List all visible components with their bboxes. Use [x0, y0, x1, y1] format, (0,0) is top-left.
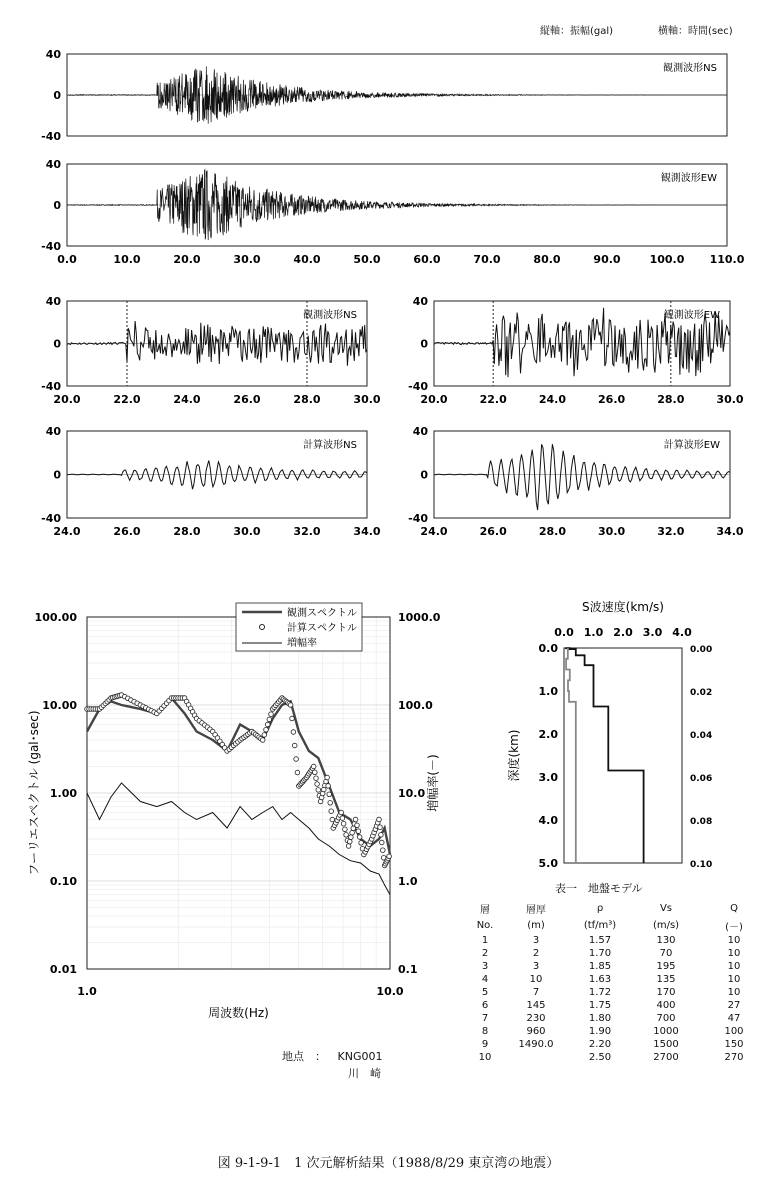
x-tick-label: 1.0	[583, 626, 604, 639]
x-tick-label: 26.0	[113, 525, 141, 538]
table-cell: 135	[656, 974, 676, 985]
y2-tick-label: 10.0	[398, 787, 426, 800]
x-tick-label: 90.0	[593, 253, 621, 266]
calculated-spectrum-point	[344, 833, 349, 838]
x-tick-label: 70.0	[473, 253, 501, 266]
table-cell: 3	[481, 961, 489, 972]
waveform-line	[434, 444, 730, 510]
legend-label: 計算スペクトル	[287, 623, 357, 634]
x-tick-label: 2.0	[613, 626, 633, 639]
table-cell: 7	[532, 987, 540, 998]
x-tick-label: 20.0	[173, 253, 201, 266]
table-cell: 3	[532, 961, 540, 972]
table-row	[465, 1051, 769, 1064]
x-tick-label: 34.0	[353, 525, 381, 538]
table-header-row	[465, 900, 769, 917]
table-cell: 5	[481, 987, 489, 998]
x-tick-label: 22.0	[479, 393, 507, 406]
x-tick-label: 100.0	[649, 253, 685, 266]
x-tick-label: 24.0	[53, 525, 81, 538]
calculated-spectrum-point	[359, 841, 364, 846]
x-tick-label: 24.0	[420, 525, 448, 538]
calculated-spectrum-point	[316, 788, 321, 793]
x-tick-label: 26.0	[479, 525, 507, 538]
calculated-spectrum-point	[290, 716, 295, 721]
x-tick-label: 28.0	[293, 393, 321, 406]
x-tick-label: 32.0	[657, 525, 685, 538]
calculated-spectrum-point	[327, 792, 332, 797]
y2-tick-label: 0.02	[690, 688, 713, 698]
calculated-spectrum-point	[349, 835, 354, 840]
panel-title: 観測波形NS	[303, 310, 357, 321]
table-cell: 27	[727, 1000, 741, 1011]
x-tick-label: 26.0	[233, 393, 261, 406]
y-tick-label: 3.0	[538, 771, 558, 784]
table-cell: 70	[659, 948, 673, 959]
calculated-spectrum-point	[339, 810, 344, 815]
y-tick-label: 40	[412, 425, 428, 438]
calculated-spectrum-point	[356, 829, 361, 834]
x-tick-label: 26.0	[598, 393, 626, 406]
y-tick-label: 0.10	[49, 875, 77, 888]
table-header: No.	[476, 920, 494, 931]
table-cell: 6	[481, 1000, 489, 1011]
x-tick-label: 32.0	[293, 525, 321, 538]
x-tick-label: 28.0	[657, 393, 685, 406]
y-axis-label: 深度(km)	[507, 729, 521, 782]
y2-tick-label: 0.00	[690, 645, 713, 655]
calculated-spectrum-point	[350, 830, 355, 835]
calculated-spectrum-point	[315, 782, 320, 787]
table-row	[465, 1025, 769, 1038]
panel-title: 観測波形EW	[663, 310, 720, 321]
x-tick-label: 28.0	[538, 525, 566, 538]
calculated-spectrum-point	[348, 839, 353, 844]
x-tick-label: 60.0	[413, 253, 441, 266]
calculated-spectrum-point	[292, 743, 297, 748]
table-cell: 10	[727, 948, 741, 959]
table-cell: 1000	[653, 1026, 679, 1037]
table-cell: 7	[481, 1013, 489, 1024]
table-cell: 10	[727, 974, 741, 985]
table-cell: 1500	[653, 1039, 679, 1050]
table-cell: 10	[727, 961, 741, 972]
y-tick-label: 0	[420, 468, 428, 482]
table-cell: 1490.0	[518, 1039, 554, 1050]
y-tick-label: 0	[53, 89, 61, 102]
table-cell: 1.90	[588, 1026, 612, 1037]
x-tick-label: 22.0	[113, 393, 141, 406]
y-tick-label: -40	[408, 380, 428, 393]
calculated-spectrum-point	[381, 848, 386, 853]
chart-title: S波速度(km/s)	[582, 600, 664, 614]
x-tick-label: 34.0	[716, 525, 744, 538]
y-tick-label: 40	[45, 48, 61, 61]
velocity-profile-line	[566, 648, 644, 863]
x-tick-label: 1.0	[77, 985, 97, 998]
table-cell: 1.72	[588, 987, 612, 998]
x-tick-label: 40.0	[293, 253, 321, 266]
table-row	[465, 999, 769, 1012]
legend-swatch-calculated	[260, 625, 265, 630]
table-cell: 9	[481, 1039, 489, 1050]
table-row	[465, 960, 769, 973]
calculated-spectrum-point	[288, 703, 293, 708]
soil-model-table-title: 表一 地盤モデル	[555, 882, 643, 895]
table-header: (－)	[725, 922, 743, 933]
calculated-spectrum-point	[378, 825, 383, 830]
vertical-axis-note: 縦軸：振幅(gal)	[540, 26, 614, 37]
y-tick-label: -40	[41, 380, 61, 393]
y-tick-label: 40	[45, 158, 61, 171]
horizontal-axis-note: 横軸：時間(sec)	[658, 26, 733, 37]
calculated-spectrum-point	[377, 817, 382, 822]
legend-label: 観測スペクトル	[287, 608, 357, 619]
calculated-spectrum-point	[343, 827, 348, 832]
table-cell: 10	[529, 974, 543, 985]
y-tick-label: 1.00	[49, 787, 77, 800]
table-header: Q	[730, 903, 738, 914]
x-axis-label: 周波数(Hz)	[208, 1006, 269, 1020]
calculated-spectrum-point	[325, 775, 330, 780]
table-cell	[505, 1051, 567, 1064]
y-tick-label: 2.0	[538, 728, 558, 741]
table-cell: 2700	[653, 1052, 679, 1063]
y-tick-label: 4.0	[538, 814, 558, 827]
table-cell: 195	[656, 961, 676, 972]
table-cell: 10	[478, 1052, 492, 1063]
table-cell: 10	[727, 935, 741, 946]
soil-model-table	[465, 900, 769, 1064]
y-tick-label: -40	[41, 130, 61, 143]
table-header: (tf/m³)	[583, 920, 617, 931]
y-tick-label: 40	[45, 425, 61, 438]
table-row	[465, 1038, 769, 1051]
y-tick-label: 0	[53, 337, 61, 351]
x-tick-label: 80.0	[533, 253, 561, 266]
x-tick-label: 24.0	[538, 393, 566, 406]
y2-tick-label: 0.1	[398, 963, 418, 976]
calculated-spectrum-point	[262, 733, 267, 738]
panel-title: 計算波形NS	[303, 440, 357, 451]
table-cell: 2.20	[588, 1039, 612, 1050]
y2-axis-label: 増幅率(－)	[426, 754, 440, 812]
calculated-spectrum-point	[295, 770, 300, 775]
calculated-spectrum-point	[269, 712, 274, 717]
calculated-spectrum-point	[353, 817, 358, 822]
table-cell: 2	[532, 948, 540, 959]
x-tick-label: 0.0	[554, 626, 574, 639]
table-cell: 2.50	[588, 1052, 612, 1063]
x-tick-label: 30.0	[598, 525, 626, 538]
table-cell: 960	[526, 1026, 546, 1037]
calculated-spectrum-point	[328, 801, 333, 806]
plot-frame	[564, 648, 682, 863]
amplification-line	[87, 783, 390, 895]
table-row	[465, 973, 769, 986]
y-tick-label: 1.0	[538, 685, 558, 698]
calculated-spectrum-point	[357, 835, 362, 840]
x-tick-label: 30.0	[233, 253, 261, 266]
y2-tick-label: 1000.0	[398, 611, 441, 624]
table-cell: 1.57	[588, 935, 612, 946]
y-tick-label: 0.01	[49, 963, 77, 976]
table-cell: 47	[727, 1013, 741, 1024]
y-tick-label: -40	[408, 512, 428, 525]
panel-title: 計算波形EW	[663, 440, 720, 451]
table-cell: 1.80	[588, 1013, 612, 1024]
table-row	[465, 986, 769, 999]
x-tick-label: 24.0	[173, 393, 201, 406]
table-cell: 1.75	[588, 1000, 612, 1011]
y-tick-label: 0	[420, 337, 428, 351]
table-cell: 1.85	[588, 961, 612, 972]
y-tick-label: 40	[412, 295, 428, 308]
table-cell: 1.63	[588, 974, 612, 985]
table-cell: 10	[727, 987, 741, 998]
table-cell: 1.70	[588, 948, 612, 959]
table-cell: 100	[724, 1026, 744, 1037]
calculated-spectrum-point	[379, 833, 384, 838]
figure-caption: 図 9-1-9-1 1 次元解析結果（1988/8/29 東京湾の地震）	[217, 1156, 560, 1171]
calculated-spectrum-point	[264, 727, 269, 732]
x-tick-label: 3.0	[642, 626, 663, 639]
calculated-spectrum-point	[340, 816, 345, 821]
site-info	[282, 1048, 382, 1082]
x-tick-label: 110.0	[709, 253, 745, 266]
table-cell: 145	[526, 1000, 546, 1011]
calculated-spectrum-point	[380, 840, 385, 845]
table-header: 層厚	[526, 905, 546, 916]
table-cell: 8	[481, 1026, 489, 1037]
panel-title: 観測波形EW	[660, 173, 717, 184]
calculated-spectrum-point	[311, 764, 316, 769]
table-cell: 230	[526, 1013, 546, 1024]
table-cell: 2	[481, 948, 489, 959]
calculated-spectrum-point	[355, 823, 360, 828]
x-tick-label: 10.0	[376, 985, 404, 998]
calculated-spectrum-point	[267, 717, 272, 722]
site-name: 川 崎	[348, 1067, 381, 1080]
y-tick-label: 100.00	[34, 611, 77, 624]
table-cell: 150	[724, 1039, 744, 1050]
table-cell: 130	[656, 935, 676, 946]
table-header: ρ	[596, 903, 604, 914]
panel-title: 観測波形NS	[663, 63, 717, 74]
calculated-spectrum-point	[314, 776, 319, 781]
y-axis-label: フーリエスペクトル (gal･sec)	[27, 710, 41, 876]
table-cell: 700	[656, 1013, 676, 1024]
y2-tick-label: 0.08	[690, 817, 713, 827]
x-tick-label: 4.0	[672, 626, 692, 639]
legend-label: 増幅率	[287, 638, 317, 649]
calculated-spectrum-point	[387, 854, 392, 859]
x-tick-label: 20.0	[53, 393, 81, 406]
x-tick-label: 20.0	[420, 393, 448, 406]
shallow-velocity-profile-line	[566, 648, 576, 863]
table-header: (m/s)	[652, 920, 680, 931]
x-tick-label: 0.0	[57, 253, 77, 266]
y-tick-label: 0	[53, 199, 61, 212]
calculated-spectrum-point	[313, 770, 318, 775]
table-header: (m)	[527, 920, 545, 931]
site-code: KNG001	[337, 1050, 383, 1063]
y2-tick-label: 1.0	[398, 875, 418, 888]
calculated-spectrum-point	[265, 722, 270, 727]
table-cell: 400	[656, 1000, 676, 1011]
y-tick-label: 0.0	[538, 642, 558, 655]
table-header: 層	[480, 905, 490, 916]
y2-tick-label: 0.06	[690, 774, 713, 784]
y2-tick-label: 100.0	[398, 699, 433, 712]
y2-tick-label: 0.04	[690, 731, 713, 741]
table-cell: 4	[481, 974, 489, 985]
y-tick-label: 40	[45, 295, 61, 308]
calculated-spectrum-point	[329, 809, 334, 814]
table-cell: 170	[656, 987, 676, 998]
calculated-spectrum-point	[291, 730, 296, 735]
x-tick-label: 30.0	[233, 525, 261, 538]
site-label: 地点 ：	[282, 1050, 326, 1063]
table-row	[465, 947, 769, 960]
table-cell: 1	[481, 935, 489, 946]
y-tick-label: 10.00	[42, 699, 77, 712]
y-tick-label: -40	[41, 240, 61, 253]
calculated-spectrum-point	[326, 784, 331, 789]
y-tick-label: -40	[41, 512, 61, 525]
x-tick-label: 10.0	[113, 253, 141, 266]
table-row	[465, 1012, 769, 1025]
table-cell: 3	[532, 935, 540, 946]
calculated-spectrum-point	[346, 844, 351, 849]
calculated-spectrum-point	[294, 757, 299, 762]
table-header: Vs	[659, 903, 673, 914]
table-row	[465, 934, 769, 947]
x-tick-label: 30.0	[353, 393, 381, 406]
calculated-spectrum-point	[341, 821, 346, 826]
y-tick-label: 5.0	[538, 857, 558, 870]
calculated-spectrum-point	[260, 738, 265, 743]
table-header-row	[465, 917, 769, 934]
x-tick-label: 30.0	[716, 393, 744, 406]
y2-tick-label: 0.10	[690, 860, 713, 870]
x-tick-label: 50.0	[353, 253, 381, 266]
table-cell: 270	[724, 1052, 744, 1063]
x-tick-label: 28.0	[173, 525, 201, 538]
y-tick-label: 0	[53, 468, 61, 482]
